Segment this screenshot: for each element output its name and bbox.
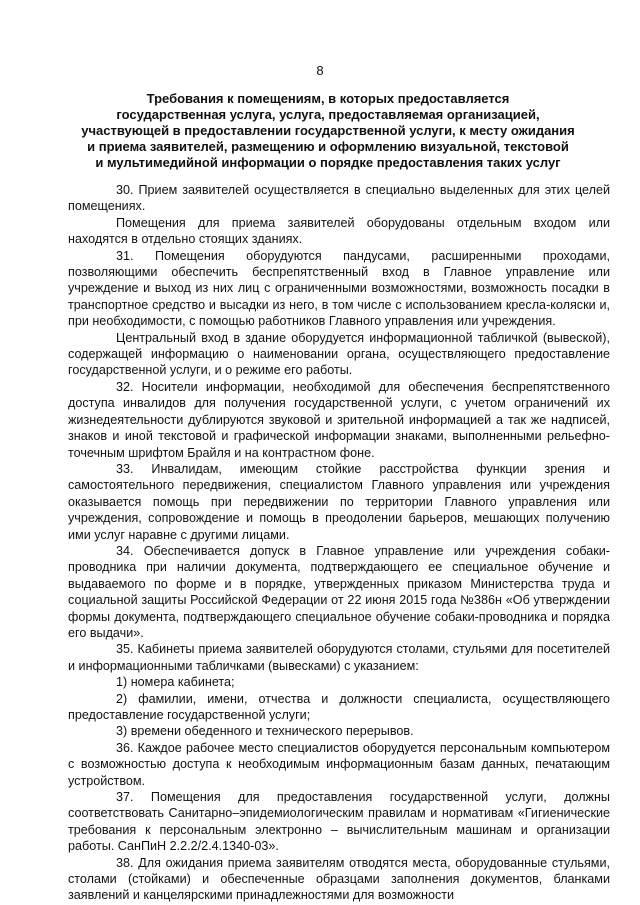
paragraph-38: 38. Для ожидания приема заявителям отводятся места, оборудованные стульями, столами (стойками) и обеспеченные образцами заполнения документов, бланками заявлений и канцелярскими принадлежностями для возможности bbox=[68, 855, 610, 903]
paragraph-premises: Помещения для приема заявителей оборудованы отдельным входом или находятся в отдельно стоящих зданиях. bbox=[68, 215, 610, 247]
list-item: 3) времени обеденного и технического перерывов. bbox=[116, 724, 414, 739]
list-item: 1) номера кабинета; bbox=[116, 675, 235, 690]
heading-line: государственная услуга, услуга, предоставляемая организацией, bbox=[116, 107, 540, 122]
list-item: 2) фамилии, имени, отчества и должности специалиста, осуществляющего предоставление государственной услуги; bbox=[68, 691, 610, 722]
heading-line: участвующей в предоставлении государственной услуги, к месту ожидания bbox=[81, 123, 575, 138]
paragraph-35: 35. Кабинеты приема заявителей оборудуются столами, стульями для посетителей и информационными табличками (вывесками) с указанием: bbox=[68, 642, 610, 673]
page-number: 8 bbox=[316, 63, 324, 78]
body-text bbox=[68, 182, 610, 904]
paragraph-31: 31. Помещения оборудуются пандусами, расширенными проходами, позволяющими обеспечить беспрепятственный вход в Главное управление или учреждение и выход из них лиц с ограниченными возможностями, возможность посадки в транспортное средство и высадки из него, в том числе с использованием кресла-коляски и, при необходимости, с помощью работников Главного управления или учреждения. bbox=[68, 248, 610, 329]
paragraph-37: 37. Помещения для предоставления государственной услуги, должны соответствовать Санитарно–эпидемиологическим правилам и нормативам «Гигиенические требования к персональным электронно – вычислительным машинам и организации работы. СанПиН 2.2.2/2.4.1340-03». bbox=[68, 790, 610, 854]
heading-line: Требования к помещениям, в которых предоставляется bbox=[146, 91, 510, 106]
paragraph-33: 33. Инвалидам, имеющим стойкие расстройства функции зрения и самостоятельного передвижения, специалистом Главного управления или учреждения оказывается помощь при передвижении по территории Главного управления или учреждения, сопровождение и помощь в преодолении барьеров, мешающих получению ими услуг наравне с другими лицами. bbox=[68, 461, 610, 542]
paragraph-36: 36. Каждое рабочее место специалистов оборудуется персональным компьютером с возможностью доступа к необходимым информационным базам данных, печатающим устройством. bbox=[68, 740, 610, 788]
paragraph-entrance: Центральный вход в здание оборудуется информационной табличкой (вывеской), содержащей информацию о наименовании органа, осуществляющего предоставление государственной услуги, и о режиме его работы. bbox=[68, 330, 610, 378]
paragraph-34: 34. Обеспечивается допуск в Главное управление или учреждения собаки-проводника при наличии документа, подтверждающего ее специальное обучение и выдаваемого по форме и в порядке, утвержденных приказом Министерства труда и социальной защиты Российской Федерации от 22 июня 2015 года №386н «Об утверждении формы документа, подтверждающего специальное обучение собаки-проводника и порядка его выдачи». bbox=[68, 543, 610, 640]
heading-line: и мультимедийной информации о порядке предоставления таких услуг bbox=[95, 155, 561, 170]
section-heading bbox=[78, 91, 578, 171]
paragraph-30: 30. Прием заявителей осуществляется в специально выделенных для этих целей помещениях. bbox=[68, 183, 610, 214]
heading-line: и приема заявителей, размещению и оформлению визуальной, текстовой bbox=[87, 139, 569, 154]
paragraph-32: 32. Носители информации, необходимой для обеспечения беспрепятственного доступа инвалидов для получения государственной услуги, с учетом ограничений их жизнедеятельности дублируются звуковой и зрительной информацией а так же надписей, знаков и иной текстовой и графической информации знаками, выполненными рельефно-точечным шрифтом Брайля и на контрастном фоне. bbox=[68, 379, 610, 460]
